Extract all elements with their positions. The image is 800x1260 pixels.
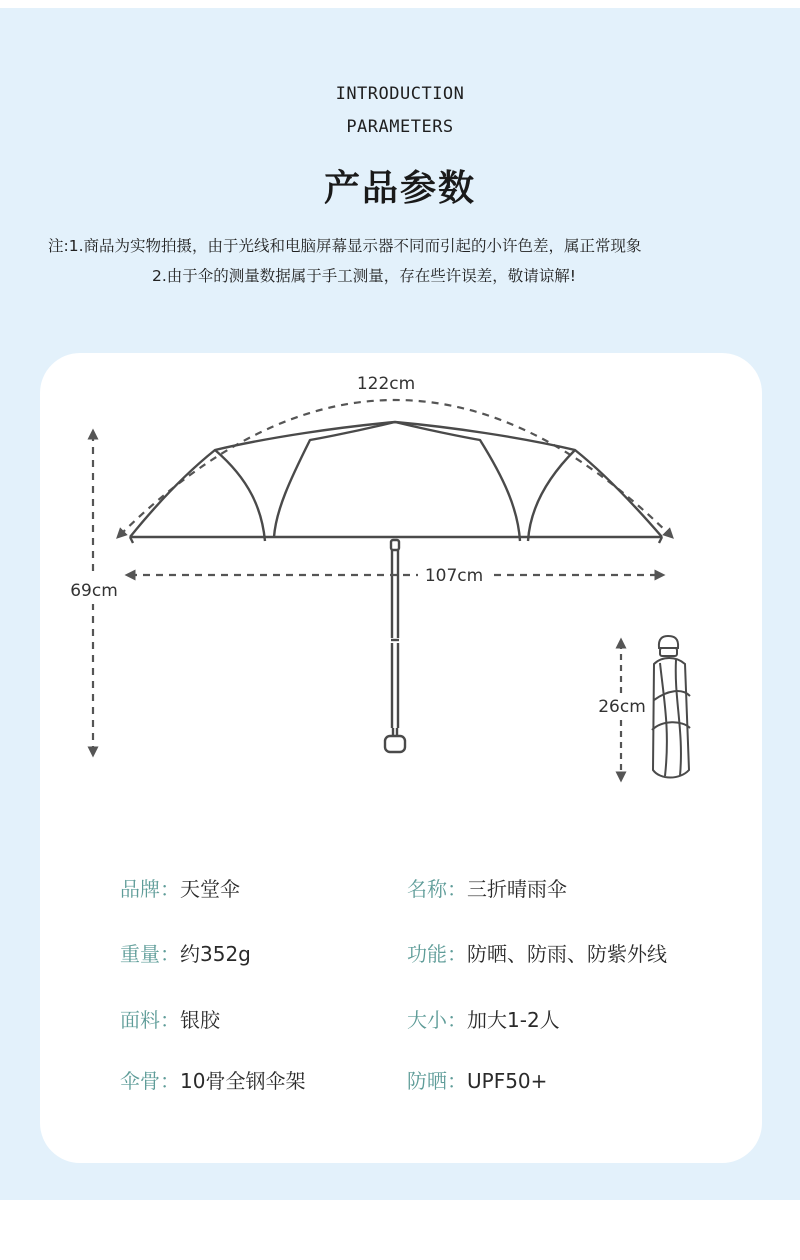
spec-size	[407, 1004, 560, 1033]
height-label: 69cm	[70, 581, 118, 601]
spec-brand-label: 品牌：	[120, 877, 180, 901]
spec-brand-value: 天堂伞	[180, 877, 240, 901]
spec-function-label: 功能：	[407, 942, 467, 966]
note-line-2: 2.由于伞的测量数据属于手工测量，存在些许误差，敬请谅解!	[152, 267, 577, 285]
spec-weight-value: 约352g	[180, 942, 251, 966]
spec-size-label: 大小：	[407, 1008, 467, 1032]
spec-brand	[120, 873, 240, 902]
width-label: 107cm	[424, 566, 484, 586]
spec-ribs-label: 伞骨：	[120, 1069, 180, 1093]
spec-function-value: 防晒、防雨、防紫外线	[467, 942, 667, 966]
folded-length-label: 26cm	[598, 697, 646, 717]
spec-size-value: 加大1-2人	[467, 1008, 560, 1032]
spec-fabric-label: 面料：	[120, 1008, 180, 1032]
english-heading-introduction: INTRODUCTION	[335, 84, 465, 104]
umbrella-folded-icon	[652, 636, 690, 778]
note-line-1: 注:1.商品为实物拍摄，由于光线和电脑屏幕显示器不同而引起的小许色差，属正常现象	[48, 237, 642, 255]
spec-ribs-value: 10骨全钢伞架	[180, 1069, 306, 1093]
page-title: 产品参数	[323, 168, 476, 209]
spec-uv-value: UPF50+	[467, 1069, 548, 1093]
arc-length-label: 122cm	[356, 374, 416, 394]
spec-function	[407, 938, 667, 967]
spec-fabric-value: 银胶	[180, 1008, 220, 1032]
spec-weight	[120, 938, 251, 967]
english-heading-parameters: PARAMETERS	[346, 117, 454, 137]
spec-uv	[407, 1065, 547, 1094]
spec-fabric	[120, 1004, 220, 1033]
umbrella-open-icon	[130, 422, 662, 752]
spec-weight-label: 重量：	[120, 942, 180, 966]
spec-name	[407, 873, 567, 902]
spec-uv-label: 防晒：	[407, 1069, 467, 1093]
spec-name-label: 名称：	[407, 877, 467, 901]
arc-measure-line	[120, 400, 670, 535]
spec-ribs	[120, 1065, 305, 1094]
spec-name-value: 三折晴雨伞	[467, 877, 567, 901]
